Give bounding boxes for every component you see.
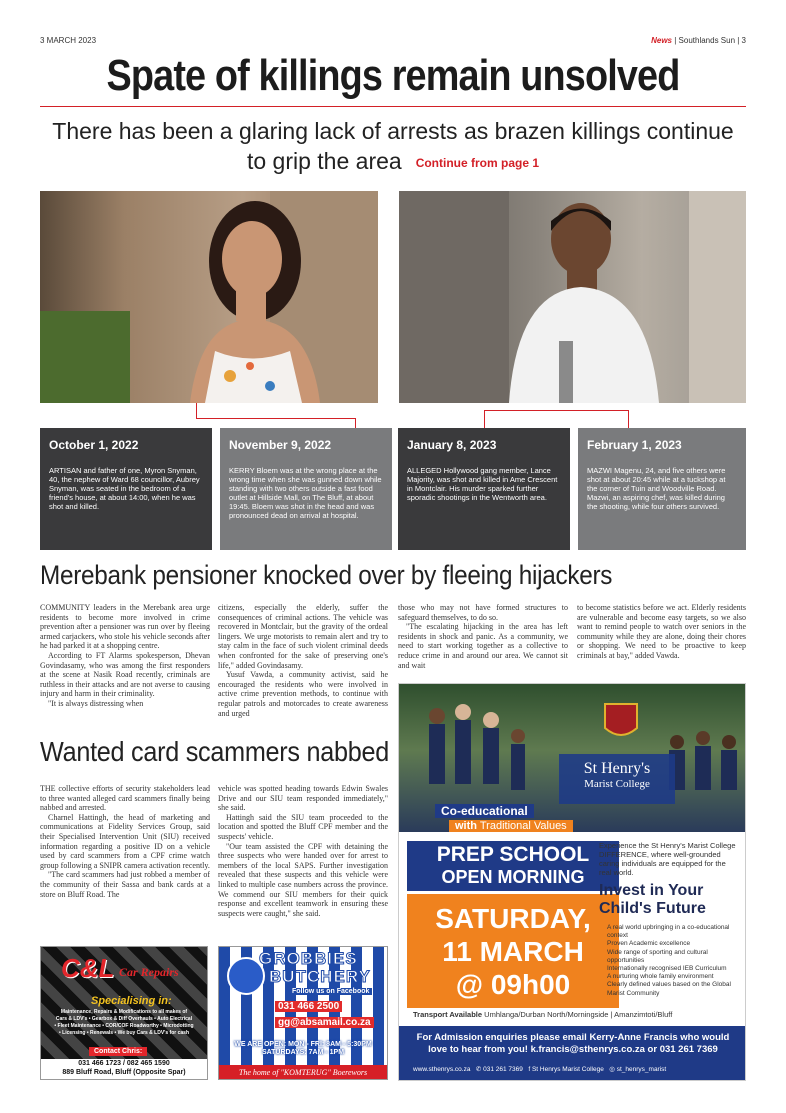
- cl-logo: C&L: [61, 953, 115, 983]
- facebook-icon: f: [528, 1066, 531, 1073]
- hours-line: SATURDAYS: 7AM - 1PM: [261, 1049, 345, 1056]
- feature-item: Wide range of sporting and cultural opportunities: [607, 948, 708, 964]
- phone-icon: ✆: [475, 1066, 482, 1073]
- service-line: Cars & LDV's • Gearbox & Diff Overhauls • Auto Electrical: [55, 1016, 193, 1022]
- timeline-card: [398, 428, 570, 550]
- hours-line: WE ARE OPEN: MON - FRI: 8AM - 5:30PM: [234, 1041, 372, 1048]
- timeline-date: January 8, 2023: [407, 438, 497, 452]
- timeline-connector: [196, 418, 356, 419]
- grobbies-name: GROBBIES: [259, 949, 358, 968]
- grobbies-name-2: BUTCHERY: [269, 967, 371, 986]
- timeline-date: October 1, 2022: [49, 438, 139, 452]
- timeline-card: [220, 428, 392, 550]
- feature-item: Proven Academic excellence: [607, 940, 691, 948]
- cl-car-repairs-ad[interactable]: [40, 946, 208, 1080]
- paragraph: vehicle was spotted heading towards Edwin Swales Drive and our SIU team responded immediately," she said.: [218, 784, 388, 813]
- cl-contact-label: Contact Chris:: [89, 1047, 147, 1056]
- coed-values: Traditional Values: [479, 820, 567, 832]
- grobbies-email[interactable]: gg@absamail.co.za: [275, 1017, 374, 1028]
- invest-line: Invest in Your: [599, 882, 704, 899]
- story-headline: Wanted card scammers nabbed: [40, 736, 389, 767]
- invest-line: Child's Future: [599, 900, 706, 917]
- date-line: 11 MARCH: [442, 936, 584, 967]
- timeline-connector: [484, 410, 485, 428]
- victim-photo-woman: [40, 191, 378, 403]
- paragraph: "Our team assisted the CPF with detaining the three suspects who were handed over for arrest to members of the local SAPS. Further investigation revealed that these suspects and this vehicle were linked to multiple case numbers across the province. We commend our SIU members for their quick response and excellent teamwork in ensuring these suspects were caught," she said.: [218, 841, 388, 918]
- grobbies-phone[interactable]: 031 466 2500: [275, 1001, 342, 1012]
- prep-line: PREP SCHOOL: [436, 843, 590, 866]
- continue-note[interactable]: Continue from page 1: [415, 155, 540, 170]
- feature-item: A real world upbringing in a co-educational context: [607, 924, 730, 940]
- date-line: SATURDAY,: [435, 903, 591, 934]
- prep-school-banner: [407, 841, 619, 891]
- timeline-text: ARTISAN and father of one, Myron Snyman, 40, the nephew of Ward 68 councillor, Aubrey Snyman, was seated in the bedroom of a friend's house, at about 14:00, when he was shot and killed.: [49, 466, 200, 511]
- coed-label: Co-educational: [435, 804, 534, 818]
- cl-specialising: Specialising in:: [91, 995, 172, 1007]
- story-column: [40, 784, 210, 934]
- paragraph: Yusuf Vawda, a community activist, said he encouraged the residents who were involved in active crime prevention methods, to continue with regular patrols and motorcades to create awareness and urged: [218, 670, 388, 718]
- grobbies-hours: [219, 1041, 387, 1057]
- invest-heading: [599, 882, 745, 918]
- paragraph: to become statistics before we act. Elderly residents are vulnerable and become easy targets, so we also want to remind people to watch over seniors in the community while they are alone, doing their chores or shopping. We need to be proactive to keep criminals at bay," added Vawda.: [577, 603, 746, 660]
- traditional-values: [449, 820, 573, 832]
- timeline-date: November 9, 2022: [229, 438, 332, 452]
- timeline-text: MAZWI Magenu, 24, and five others were shot at about 20:45 while at a tuckshop at the corner of Tuin and Woodville Road. Mazwi, an aspiring chef, was killed during the shooting, while four others survived.: [587, 466, 726, 511]
- timeline-date: February 1, 2023: [587, 438, 682, 452]
- paragraph: Charnel Hattingh, the head of marketing and communications at Fidelity Services Group, said their Specialised Intervention Unit (SIU) received information regarding a positive ID on a vehicle used by card scammers from a CPF crime watch group following a SNIPR camera activation recently.: [40, 812, 210, 870]
- cl-phones[interactable]: 031 466 1723 / 082 465 1590: [78, 1060, 170, 1067]
- section-label: News: [651, 36, 672, 45]
- st-henrys-ad[interactable]: [398, 683, 746, 1081]
- facebook-follow[interactable]: Follow us on Facebook: [289, 988, 372, 995]
- school-name-2: Marist College: [584, 778, 650, 790]
- transport-info: [413, 1010, 743, 1019]
- school-intro: Experience the St Henry's Marist College DIFFERENCE, where well-grounded caring individuals are equipped for the real world.: [599, 841, 736, 877]
- subheadline-text: There has been a glaring lack of arrests as brazen killings continue to grip the area: [52, 118, 734, 174]
- paragraph: those who may not have formed structures to safeguard themselves, to do so.: [398, 603, 568, 622]
- feature-item: Internationally recognised IEB Curriculum: [607, 965, 727, 973]
- timeline-card: [40, 428, 212, 550]
- school-features: [607, 924, 743, 998]
- timeline-connector: [628, 410, 629, 428]
- headline: Spate of killings remain unsolved: [106, 51, 680, 100]
- timeline-connector: [196, 403, 197, 419]
- cl-services: [45, 1009, 203, 1037]
- school-phone[interactable]: 031 261 7369: [483, 1066, 523, 1073]
- issue-date: 3 MARCH 2023: [40, 36, 97, 45]
- timeline-text: ALLEGED Hollywood gang member, Lance Majority, was shot and killed in Ame Crescent in Montclair. His murder sparked further sporadic shootings in the Wentworth area.: [407, 466, 558, 502]
- service-line: Maintenance, Repairs & Modifications to all makes of: [60, 1009, 188, 1015]
- paragraph: "The escalating hijacking in the area has left residents in shock and panic. As a community, we need to start working together as a collective to reduce crime in and around our area. We cannot sit and wait: [398, 622, 568, 670]
- instagram-icon: ◎: [609, 1066, 615, 1073]
- open-morning-date: [407, 894, 619, 1008]
- victim-photo-man: [399, 191, 746, 403]
- cl-address: 889 Bluff Road, Bluff (Opposite Spar): [62, 1069, 186, 1076]
- paragraph: Hattingh said the SIU team proceeded to the location and spotted the Bluff CPF member and the suspects' vehicle.: [218, 812, 388, 841]
- date-line: @ 09h00: [455, 969, 571, 1000]
- feature-item: Clearly defined values based on the Global Marist Community: [607, 981, 731, 997]
- facebook-link[interactable]: St Henrys Marist College: [531, 1066, 604, 1073]
- paper-page: | Southlands Sun | 3: [674, 36, 746, 45]
- story-column: [398, 603, 568, 677]
- social-links: [413, 1065, 666, 1073]
- service-line: • Fleet Maintenance • COR/COF Roadworthy • Microdotting: [54, 1023, 194, 1029]
- school-name-box: [559, 754, 675, 804]
- feature-item: A nurturing whole family environment: [607, 973, 714, 981]
- paragraph: "It is always distressing when: [48, 698, 144, 708]
- story-column: [218, 784, 388, 934]
- admission-enquiries[interactable]: For Admission enquiries please email Kerry-Anne Francis who would love to hear from you! k.francis@sthenrys.co.za or 031 261 7369: [416, 1032, 730, 1055]
- story-column: [40, 603, 210, 731]
- story-headline: Merebank pensioner knocked over by fleeing hijackers: [40, 560, 613, 590]
- admission-footer: [399, 1026, 746, 1081]
- cl-logo-subtitle: Car Repairs: [119, 965, 179, 979]
- headline-rule: [40, 106, 746, 107]
- service-line: • Licensing • Renewals • We buy Cars & LDV's for cash: [59, 1030, 189, 1036]
- website-link[interactable]: www.sthenrys.co.za: [413, 1066, 471, 1073]
- paragraph: THE collective efforts of security stakeholders lead to three wanted alleged card scammers finally being nabbed and arrested.: [40, 784, 210, 813]
- story-column: [218, 603, 388, 731]
- paragraph: According to FT Alarms spokesperson, Dhevan Govindasamy, who was among the first responders at the scene at Nasik Road recently, criminals are ruthless in their attacks and are not averse to causing injury and harm in their criminality.: [40, 650, 210, 699]
- story-column: [577, 603, 746, 677]
- grobbies-butchery-ad[interactable]: [218, 946, 388, 1080]
- timeline-card: [578, 428, 746, 550]
- timeline-connector: [355, 418, 356, 428]
- subheadline: [40, 116, 746, 178]
- instagram-link[interactable]: st_henrys_marist: [616, 1066, 667, 1073]
- transport-routes: Umhlanga/Durban North/Morningside | Amanzimtoti/Bluff: [484, 1010, 673, 1019]
- paragraph: citizens, especially the elderly, suffer the consequences of criminal actions. The vehicle was recovered in Montclair, but the gravity of the ordeal lingers. We urge motorists to remain alert and try to stay calm in the face of such violent criminal deeds when confronted for the sake of preserving one's life," added Govindasamy.: [218, 603, 388, 670]
- timeline-text: KERRY Bloem was at the wrong place at the wrong time when she was gunned down while standing with two others outside a fast food outlet at Hillside Mall, on The Bluff, at about 19:45. Bloem was shot in the head and was pronounced dead on arrival at hospital.: [229, 466, 382, 520]
- prep-line: OPEN MORNING: [441, 867, 585, 887]
- school-name: St Henry's: [583, 760, 651, 777]
- coed-with: with: [455, 820, 477, 832]
- timeline-connector: [484, 410, 629, 411]
- transport-label: Transport Available: [413, 1010, 483, 1019]
- paragraph: COMMUNITY leaders in the Merebank area urge residents to become more involved in crime prevention after a pensioner was run over by fleeing armed carjackers, who stole his vehicle seconds after he had parked it at a shopping centre.: [40, 603, 210, 651]
- page-header: [40, 36, 746, 48]
- grobbies-tagline: The home of "KOMTERUG" Boerewors: [219, 1065, 387, 1080]
- paragraph: "The card scammers had just robbed a member of the community of their Sassa and bank cards at a store on Bluff Road. The: [40, 870, 210, 899]
- cl-contact: [41, 1059, 207, 1077]
